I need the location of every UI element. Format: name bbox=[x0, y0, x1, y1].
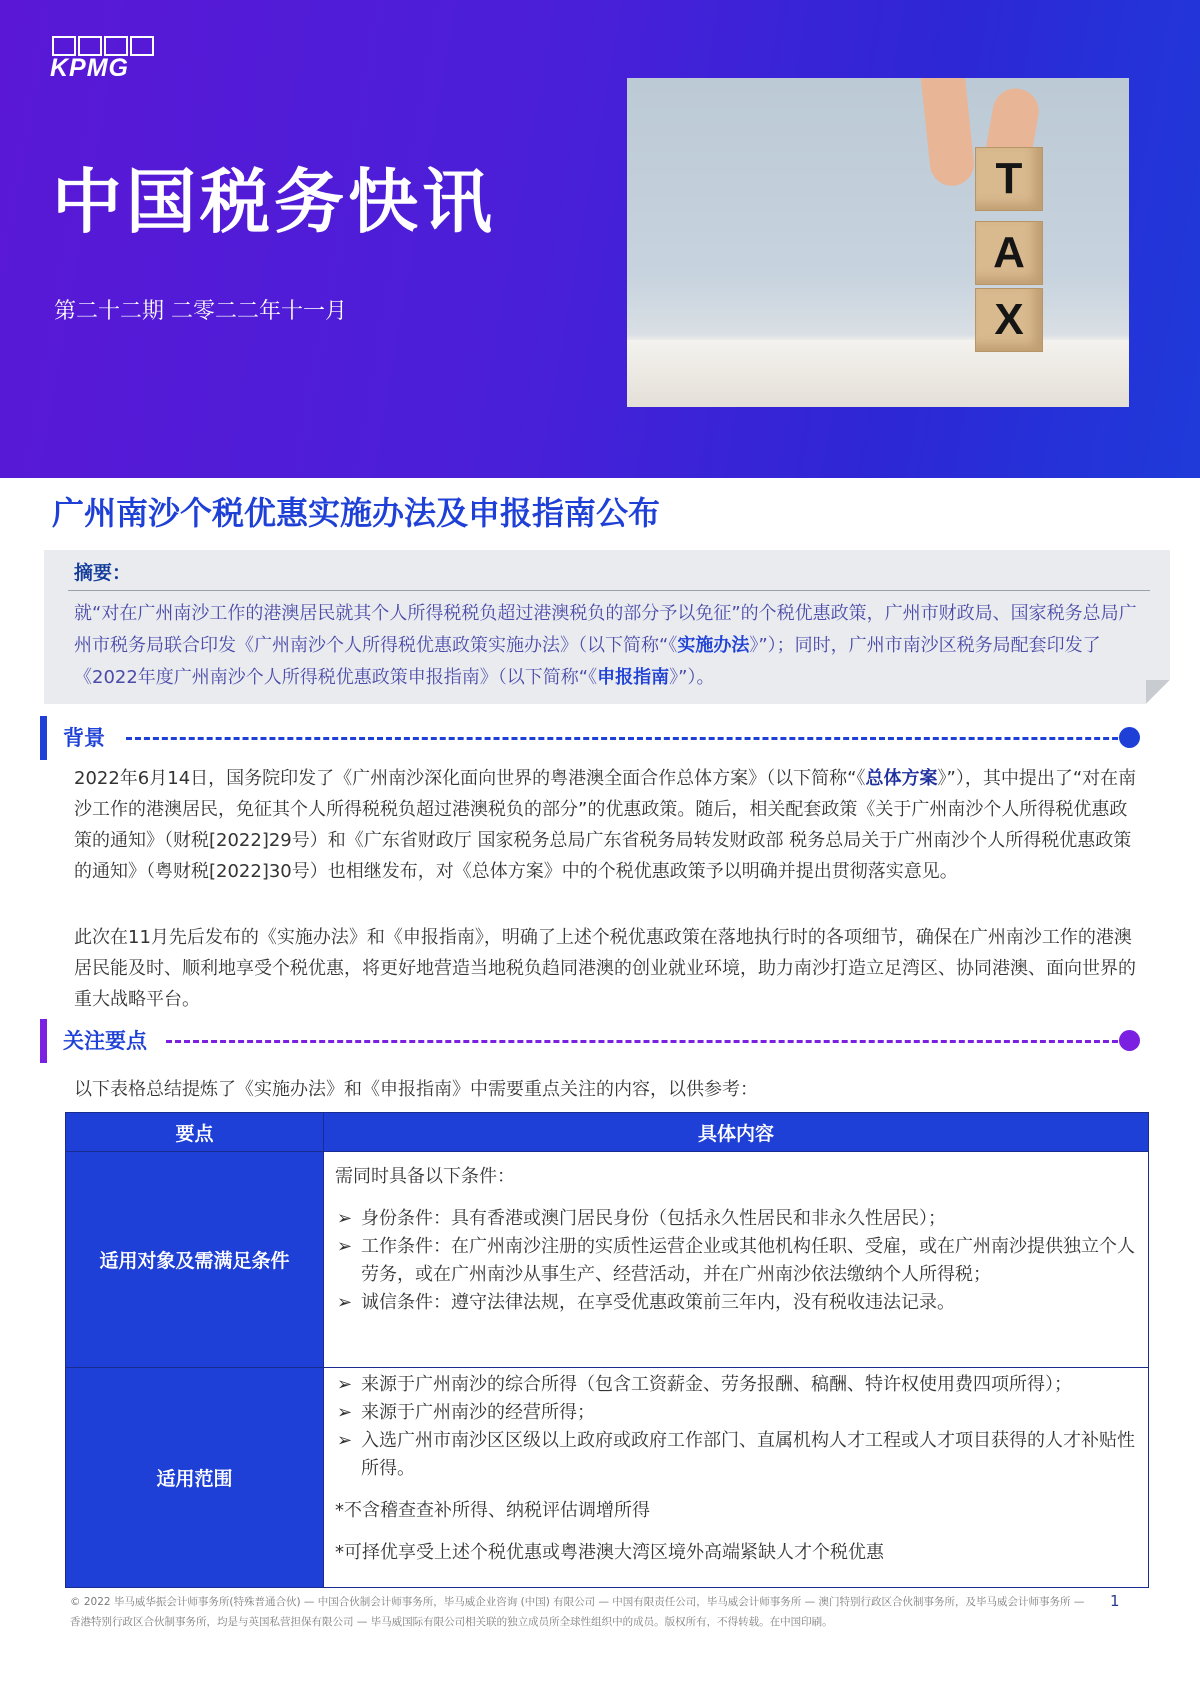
section-header-background bbox=[40, 716, 1140, 760]
article-headline: 广州南沙个税优惠实施办法及申报指南公布 bbox=[52, 494, 661, 532]
page-fold-corner bbox=[1146, 680, 1170, 704]
table-header-key: 要点 bbox=[66, 1113, 324, 1152]
list-item: ➢ 来源于广州南沙的综合所得（包含工资薪金、劳务报酬、稿酬、特许权使用费四项所得）； bbox=[337, 1374, 1072, 1395]
table-header-content: 具体内容 bbox=[324, 1113, 1149, 1152]
list-item: ➢ 工作条件：在广州南沙注册的实质性运营企业或其他机构任职、受雇，或在广州南沙提供独立个人劳务，或在广州南沙从事生产、经营活动，并在广州南沙依法缴纳个人所得税； bbox=[337, 1236, 1135, 1285]
logo-text: KPMG bbox=[50, 54, 129, 82]
list-item: ➢ 入选广州市南沙区区级以上政府或政府工作部门、直属机构人才工程或人才项目获得的人才补贴性所得。 bbox=[337, 1430, 1135, 1479]
block-t: T bbox=[975, 147, 1043, 211]
row-content-eligibility bbox=[324, 1152, 1149, 1368]
list-item: ➢ 诚信条件：遵守法律法规，在享受优惠政策前三年内，没有税收违法记录。 bbox=[337, 1292, 955, 1313]
summary-label: 摘要： bbox=[74, 562, 132, 584]
summary-box bbox=[44, 550, 1170, 704]
background-paragraph-1: 2022年6月14日，国务院印发了《广州南沙深化面向世界的粤港澳全面合作总体方案》（以下简称“《总体方案》”），其中提出了“对在南沙工作的港澳居民，免征其个人所得税税负超过港澳税负的部分”的优惠政策。随后，相关配套政策《关于广州南沙个人所得税优惠政策的通知》（财税[2022]29号）和《广东省财政厅 国家税务总局广东省税务局转发财政部 税务总局关于广州南沙个人所得税优惠政策的通知》（粤财税[2022]30号）也相继发布，对《总体方案》中的个税优惠政策予以明确并提出贯彻落实意见。 bbox=[74, 768, 1137, 882]
finger-shape bbox=[918, 78, 976, 188]
table-row bbox=[66, 1152, 1149, 1368]
summary-text: 就“对在广州南沙工作的港澳居民就其个人所得税税负超过港澳税负的部分予以免征”的个税优惠政策，广州市财政局、国家税务总局广州市税务局联合印发《广州南沙个人所得税优惠政策实施办法》（以下简称“《实施办法》”）；同时，广州市南沙区税务局配套印发了《2022年度广州南沙个人所得税优惠政策申报指南》（以下简称“《申报指南》”）。 bbox=[74, 603, 1137, 688]
table-row bbox=[66, 1368, 1149, 1588]
page-number: 1 bbox=[1110, 1592, 1120, 1610]
block-x: X bbox=[975, 288, 1043, 352]
row-key-eligibility: 适用对象及需满足条件 bbox=[66, 1152, 324, 1368]
list-item: ➢ 身份条件：具有香港或澳门居民身份（包括永久性居民和非永久性居民）； bbox=[337, 1208, 946, 1229]
section-header-focus bbox=[40, 1019, 1140, 1063]
cover-banner bbox=[0, 0, 1200, 478]
row-key-scope: 适用范围 bbox=[66, 1368, 324, 1588]
issue-date: 第二十二期 二零二二年十一月 bbox=[54, 299, 347, 324]
kpmg-logo bbox=[50, 34, 158, 80]
focus-intro: 以下表格总结提炼了《实施办法》和《申报指南》中需要重点关注的内容，以供参考： bbox=[74, 1079, 758, 1100]
table-header-row bbox=[66, 1113, 1149, 1152]
background-paragraph-2: 此次在11月先后发布的《实施办法》和《申报指南》，明确了上述个税优惠政策在落地执行时的各项细节，确保在广州南沙工作的港澳居民能及时、顺利地享受个税优惠，将更好地营造当地税负趋同港澳的创业就业环境，助力南沙打造立足湾区、协同港澳、面向世界的重大战略平台。 bbox=[74, 927, 1136, 1010]
publication-title: 中国税务快讯 bbox=[52, 161, 496, 243]
scope-note-1: *不含稽查查补所得、纳税评估调增所得 bbox=[335, 1500, 650, 1521]
block-a: A bbox=[975, 221, 1043, 285]
key-points-table bbox=[65, 1112, 1149, 1588]
section-title-background: 背景 bbox=[63, 726, 105, 750]
tax-blocks-photo bbox=[627, 78, 1129, 407]
copyright-footer: © 2022 毕马威华振会计师事务所(特殊普通合伙) — 中国合伙制会计师事务所，毕马威企业咨询 (中国) 有限公司 — 中国有限责任公司，毕马威会计师事务所 — 澳门特别行政区合伙制事务所，及毕马威会计师事务所 — 香港特别行政区合伙制事务所，均是与英国私营担保有限公司 — 毕马威国际有限公司相关联的独立成员所全球性组织中的成员。版权所有，不得转载。在中国印刷。 bbox=[70, 1596, 1085, 1628]
list-item: ➢ 来源于广州南沙的经营所得； bbox=[337, 1402, 595, 1423]
conditions-intro: 需同时具备以下条件： bbox=[335, 1166, 515, 1187]
section-title-focus: 关注要点 bbox=[63, 1029, 147, 1053]
row-content-scope bbox=[324, 1368, 1149, 1588]
scope-note-2: *可择优享受上述个税优惠或粤港澳大湾区境外高端紧缺人才个税优惠 bbox=[335, 1542, 884, 1563]
